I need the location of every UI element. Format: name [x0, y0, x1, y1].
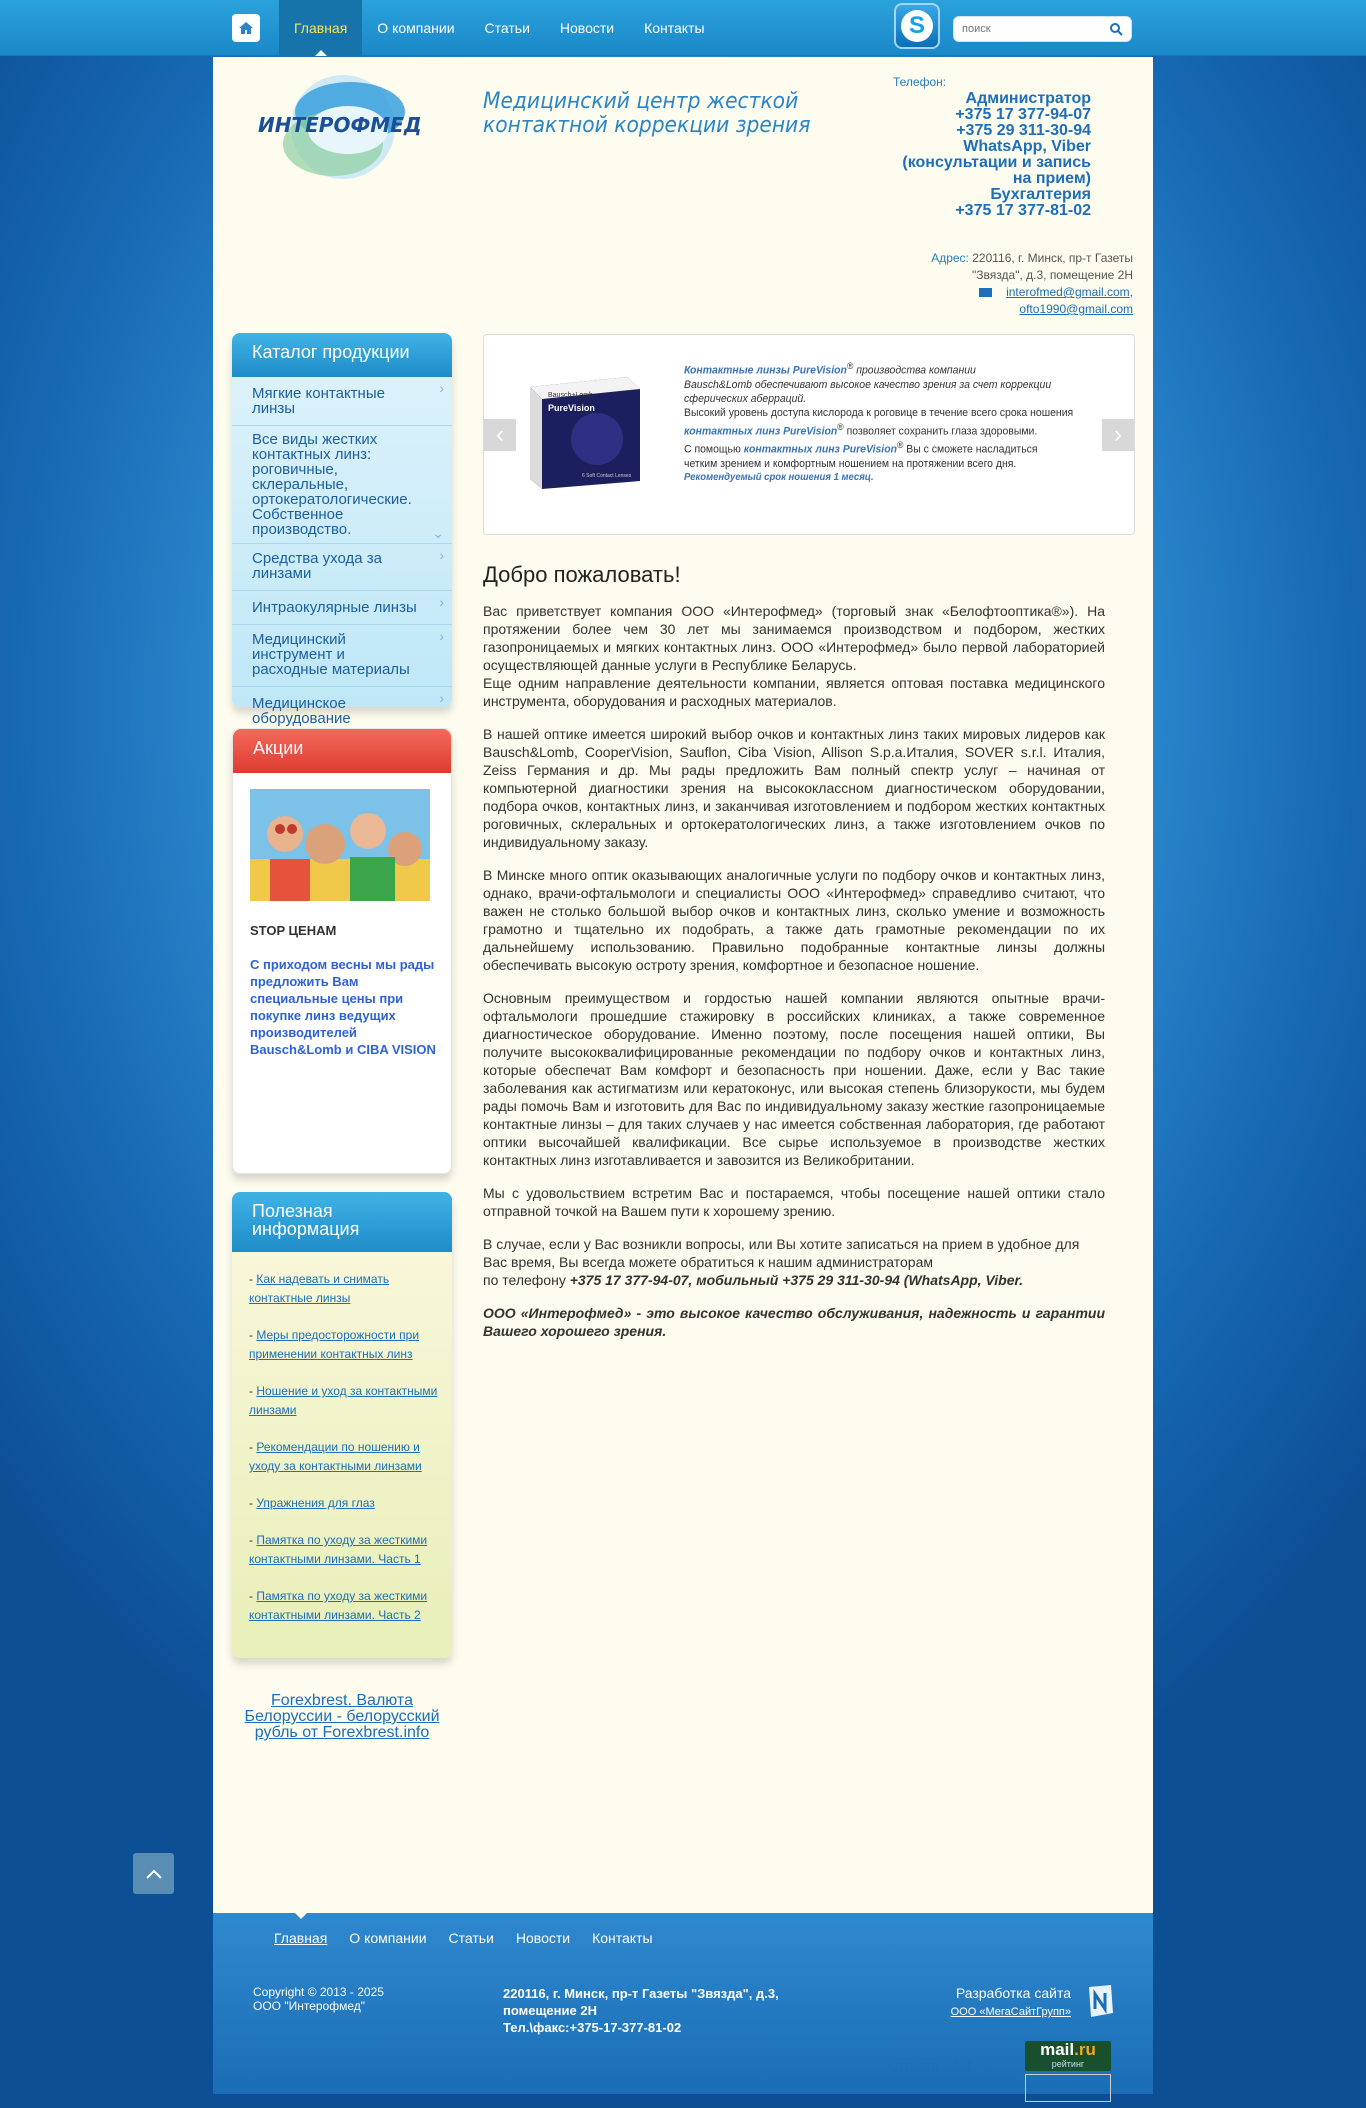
catalog-item-soft-lenses[interactable]: Мягкие контактные линзы ›	[232, 377, 452, 426]
promo-item-title: STOP ЦЕНАМ	[250, 923, 337, 938]
footer-address-line: Тел.\факс:+375-17-377-81-02	[503, 2020, 682, 2035]
rating-counter-image[interactable]	[1025, 2074, 1111, 2102]
chevron-left-icon: ‹	[496, 421, 504, 448]
skype-icon: S	[901, 10, 933, 42]
slide-text: Высокий уровень доступа кислорода к роговице в течение всего срока ношения	[684, 406, 1074, 419]
useful-item: - Памятка по уходу за жесткими контактными линзами. Часть 2	[249, 1589, 428, 1622]
useful-link[interactable]: Памятка по уходу за жесткими контактными линзами. Часть 2	[249, 1589, 428, 1622]
contact-line: (консультации и запись	[902, 154, 1091, 171]
catalog-title: Каталог продукции	[232, 333, 452, 377]
content-paragraph	[483, 602, 1105, 710]
content-paragraph: Мы с удовольствием встретим Вас и постараемся, чтобы посещение нашей оптики стало отправной точкой на Вашем пути к хорошему зрению.	[483, 1185, 1105, 1219]
content-paragraph: Основным преимуществом и гордостью нашей компании являются опытные врачи-офтальмологи прошедшие стажировку в российских клиниках, а также современное диагностическое оборудование. Именно поэтому, после посещения нашей оптики, Вы получите высококвалифицированные рекомендации по подбору очков и контактных линз, которые обеспечат Вам комфорт и безопасность при ношении. Даже, если у Вас такие заболевания как астигматизм или кератоконус, или высокая степень близорукости, мы будем рады помочь Вам и изготовить для Вас по индивидуальному заказу жесткие газопроницаемые контактные линзы – для таких случаев у нас имеется собственная лаборатория, где работают оптики высочайшей квалификации. Все сырье используемое в производстве жестких контактных линз изготавливается и завозится из Великобритании.	[483, 990, 1105, 1168]
slide-text: С помощью	[684, 443, 744, 456]
content-text: Еще одним направление деятельности компании, является оптовая поставка медицинского инструмента, оборудования и расходных материалов.	[483, 675, 1105, 709]
useful-item: - Упражнения для глаз	[249, 1496, 375, 1510]
address-line: "Звязда", д.3, помещение 2Н	[972, 268, 1133, 282]
footer	[213, 1913, 1153, 2094]
content-paragraph: В Минске много оптик оказывающих аналогичные услуги по подбору очков и контактных линз, однако, врачи-офтальмологи и специалисты ООО «Интерофмед» справедливо считают, что важен не столько большой выбор очков и контактных линз, сколько умение и возможность грамотно и тщательно их подобрать, а также дать грамотные рекомендации по их дальнейшему использованию. Правильно подобранные контактные линзы должны обеспечивать высокую остроту зрения, комфортное и безопасное ношение.	[483, 867, 1105, 973]
forex-banner-link[interactable]: Forexbrest. Валюта Белоруссии - белорусский рубль от Forexbrest.info	[244, 1692, 440, 1741]
useful-item: - Меры предосторожности при применении контактных линз	[249, 1328, 420, 1361]
contacts-block	[880, 91, 1091, 219]
slide-text: Bausch&Lomb обеспечивают высокое качество зрения за счет коррекции сферических аберраций.	[684, 378, 1052, 405]
product-image[interactable]	[522, 369, 647, 491]
content-text: В случае, если у Вас возникли вопросы, или Вы хотите записаться на прием в удобное для Вас время, Вы всегда можете обратиться к нашим администраторам	[483, 1236, 1080, 1270]
useful-link[interactable]: Меры предосторожности при применении контактных линз	[249, 1328, 420, 1361]
slider-prev-button[interactable]	[484, 419, 516, 451]
product-sub: 6 Soft Contact Lenses	[582, 473, 632, 479]
useful-link[interactable]: Памятка по уходу за жесткими контактными линзами. Часть 1	[249, 1533, 428, 1566]
slide-text: производства компании	[853, 364, 976, 377]
useful-title: Полезная информация	[232, 1192, 452, 1252]
content-phone: +375 17 377-94-07, мобильный +375 29 311-30-94 (WhatsApp, Viber.	[569, 1272, 1024, 1288]
promo-item-text[interactable]: С приходом весны мы рады предложить Вам специальные цены при покупке линз ведущих производителей Bausch&Lomb и CIBA VISION	[250, 957, 436, 1057]
useful-info-box	[232, 1192, 452, 1658]
useful-link[interactable]: Рекомендации по ношению и уходу за контактными линзами	[249, 1440, 422, 1473]
site-logo[interactable]	[258, 72, 428, 182]
logo-text: ИНТЕРОФМЕД	[258, 113, 422, 137]
promo-title: Акции	[233, 729, 451, 773]
chevron-right-icon: ›	[1114, 421, 1122, 448]
footer-nav-about[interactable]: О компании	[349, 1930, 427, 1946]
developer-label: Разработка сайта	[955, 1985, 1071, 2001]
contact-line: WhatsApp, Viber	[963, 138, 1091, 155]
content-text: Вас приветствует компания ООО «Интерофмед» (торговый знак «Белофтооптика®»). На протяжении более чем 30 лет мы занимаемся производством и подбором, жестких газопроницаемых и мягких контактных линз. ООО «Интерофмед» было первой лабораторией осуществляющей данные услуги в Республике Беларусь.	[483, 603, 1105, 673]
useful-link[interactable]: Как надевать и снимать контактные линзы	[249, 1272, 390, 1305]
slide-highlight: Контактные линзы PureVision	[684, 364, 847, 377]
catalog-item-iol[interactable]: Интраокулярные линзы ›	[232, 591, 452, 625]
main-content	[483, 562, 1105, 1355]
copyright	[253, 1985, 384, 2013]
tutby-catalog-link[interactable]: Каталог TUT.BY	[886, 2058, 997, 2075]
slide-highlight: контактных линз PureVision	[743, 443, 897, 456]
contact-line: на прием)	[1012, 170, 1091, 187]
address-line: 220116, г. Минск, пр-т Газеты	[968, 251, 1133, 265]
address-label: Адрес:	[931, 251, 969, 265]
slogan-line: Медицинский центр жесткой	[483, 89, 799, 114]
slider-next-button[interactable]	[1102, 419, 1134, 451]
footer-address-line: 220116, г. Минск, пр-т Газеты "Звязда", д.3,	[503, 1986, 779, 2001]
home-icon	[238, 20, 254, 36]
top-bar	[0, 0, 1366, 56]
product-name: PureVision	[548, 403, 595, 413]
developer-link[interactable]: ООО «МегаСайтГрупп»	[950, 2006, 1071, 2018]
slide-text: Вы с сможете насладиться четким зрением и комфортным ношением на протяжении всего дня.	[684, 443, 1038, 470]
catalog-box	[232, 333, 452, 727]
mailru-logo-text: mail	[1040, 2040, 1075, 2059]
contact-line: Администратор	[965, 90, 1091, 107]
main-nav	[279, 0, 720, 56]
nav-home[interactable]: Главная	[279, 0, 362, 56]
footer-address-line: помещение 2Н	[503, 2003, 597, 2018]
mailru-rating-badge[interactable]	[1025, 2041, 1111, 2071]
email-link[interactable]: interofmed@gmail.com	[1006, 285, 1130, 299]
content-paragraph	[483, 1235, 1105, 1289]
useful-item: - Рекомендации по ношению и уходу за контактными линзами	[249, 1440, 422, 1473]
copyright-line: ООО "Интерофмед"	[253, 1999, 366, 2013]
nav-news[interactable]: Новости	[559, 20, 615, 36]
email-link[interactable]: ofto1990@gmail.com	[1019, 302, 1133, 316]
page-title: Добро пожаловать!	[483, 562, 681, 587]
phone-label: Телефон:	[893, 75, 947, 89]
address-block: Адрес: 220116, г. Минск, пр-т Газеты "Звязда", д.3, помещение 2Н interofmed@gmail.com, ofto1990@gmail.com	[900, 250, 1133, 318]
contact-line: +375 29 311-30-94	[956, 122, 1091, 139]
slide-text: позволяет сохранить глаза здоровыми.	[843, 425, 1038, 438]
useful-item: - Памятка по уходу за жесткими контактными линзами. Часть 1	[249, 1533, 428, 1566]
search-icon[interactable]	[1109, 22, 1123, 36]
developer-logo-icon[interactable]	[1085, 1983, 1115, 2019]
nav-contacts[interactable]: Контакты	[644, 20, 705, 36]
content-text: по телефону	[483, 1272, 570, 1288]
slide-description: Контактные линзы PureVision® производства компании Bausch&Lomb обеспечивают высокое качество зрения за счет коррекции сферических аберраций. Высокий уровень доступа кислорода к роговице в течение всего срока ношения контактных линз PureVision® позволяет сохранить глаза здоровыми. С помощью контактных линз PureVision® Вы с сможете насладиться четким зрением и комфортным ношением на протяжении всего дня. Рекомендуемый срок ношения 1 месяц.	[684, 361, 1074, 483]
footer-nav-contacts[interactable]: Контакты	[592, 1930, 653, 1946]
home-button[interactable]	[232, 14, 260, 42]
mailru-rating-label: рейтинг	[1051, 2059, 1085, 2069]
promo-box	[232, 728, 452, 1174]
footer-nav	[263, 1913, 664, 1961]
useful-link[interactable]: Ношение и уход за контактными линзами	[249, 1384, 438, 1417]
skype-button[interactable]	[894, 3, 940, 49]
contact-line: +375 17 377-94-07	[955, 106, 1091, 123]
search-input[interactable]	[962, 17, 1102, 41]
scroll-to-top-button[interactable]	[133, 1853, 174, 1894]
product-brand: Bausch+Lomb	[548, 392, 593, 399]
footer-address	[503, 1985, 823, 2036]
mailru-logo-suffix: .ru	[1074, 2040, 1096, 2059]
useful-link[interactable]: Упражнения для глаз	[256, 1496, 375, 1510]
content-paragraph: В нашей оптике имеется широкий выбор очков и контактных линз таких мировых лидеров как Bausch&Lomb, CooperVision, Sauflon, Ciba Vision, Allison S.p.a.Италия, SOVER s.r.l. Италия, Zeiss Германия и др. Мы рады предложить Вам полный спектр услуг – начиная от компьютерной диагностики зрения на высококлассном диагностическом оборудовании, подбора очков, контактных линз, и заканчивая изготовлением и подбором жестких контактных роговичных, склеральных и ортокератологических линз, а также изготовлением очков по индивидуальному заказу.	[483, 726, 1105, 850]
search-box	[953, 16, 1132, 42]
promo-image[interactable]	[250, 789, 430, 901]
product-slider	[483, 334, 1135, 535]
footer-nav-home[interactable]: Главная	[263, 1913, 338, 1961]
nav-about[interactable]: О компании	[377, 20, 455, 36]
catalog-item-equipment[interactable]: Медицинское оборудование ›	[232, 687, 452, 732]
slogan	[483, 90, 814, 138]
contact-line: +375 17 377-81-02	[955, 202, 1091, 219]
footer-nav-articles[interactable]: Статьи	[448, 1930, 494, 1946]
slide-highlight: контактных линз PureVision	[684, 425, 838, 438]
contact-line: Бухгалтерия	[990, 186, 1091, 203]
chevron-up-icon	[145, 1868, 163, 1880]
catalog-item-instruments[interactable]: Медицинский инструмент и расходные материалы ›	[232, 625, 452, 687]
slide-recommend: Рекомендуемый срок ношения 1 месяц.	[684, 471, 874, 483]
catalog-item-rigid-lenses[interactable]: Все виды жестких контактных линз: роговичные, склеральные, ортокератологические. Собственное производство. ⌄	[232, 426, 452, 544]
useful-item: - Как надевать и снимать контактные линзы	[249, 1272, 390, 1305]
content-paragraph: ООО «Интерофмед» - это высокое качество обслуживания, надежность и гарантии Вашего хорошего зрения.	[483, 1305, 1105, 1339]
footer-nav-news[interactable]: Новости	[515, 1930, 571, 1946]
slogan-line: контактной коррекции зрения	[483, 113, 811, 138]
catalog-item-care[interactable]: Средства ухода за линзами ›	[232, 544, 452, 591]
developer-credit	[873, 1985, 1071, 2021]
nav-articles[interactable]: Статьи	[484, 20, 530, 36]
useful-item: - Ношение и уход за контактными линзами	[249, 1384, 438, 1417]
mail-icon	[979, 288, 992, 297]
copyright-line: Copyright © 2013 - 2025	[253, 1985, 384, 1999]
